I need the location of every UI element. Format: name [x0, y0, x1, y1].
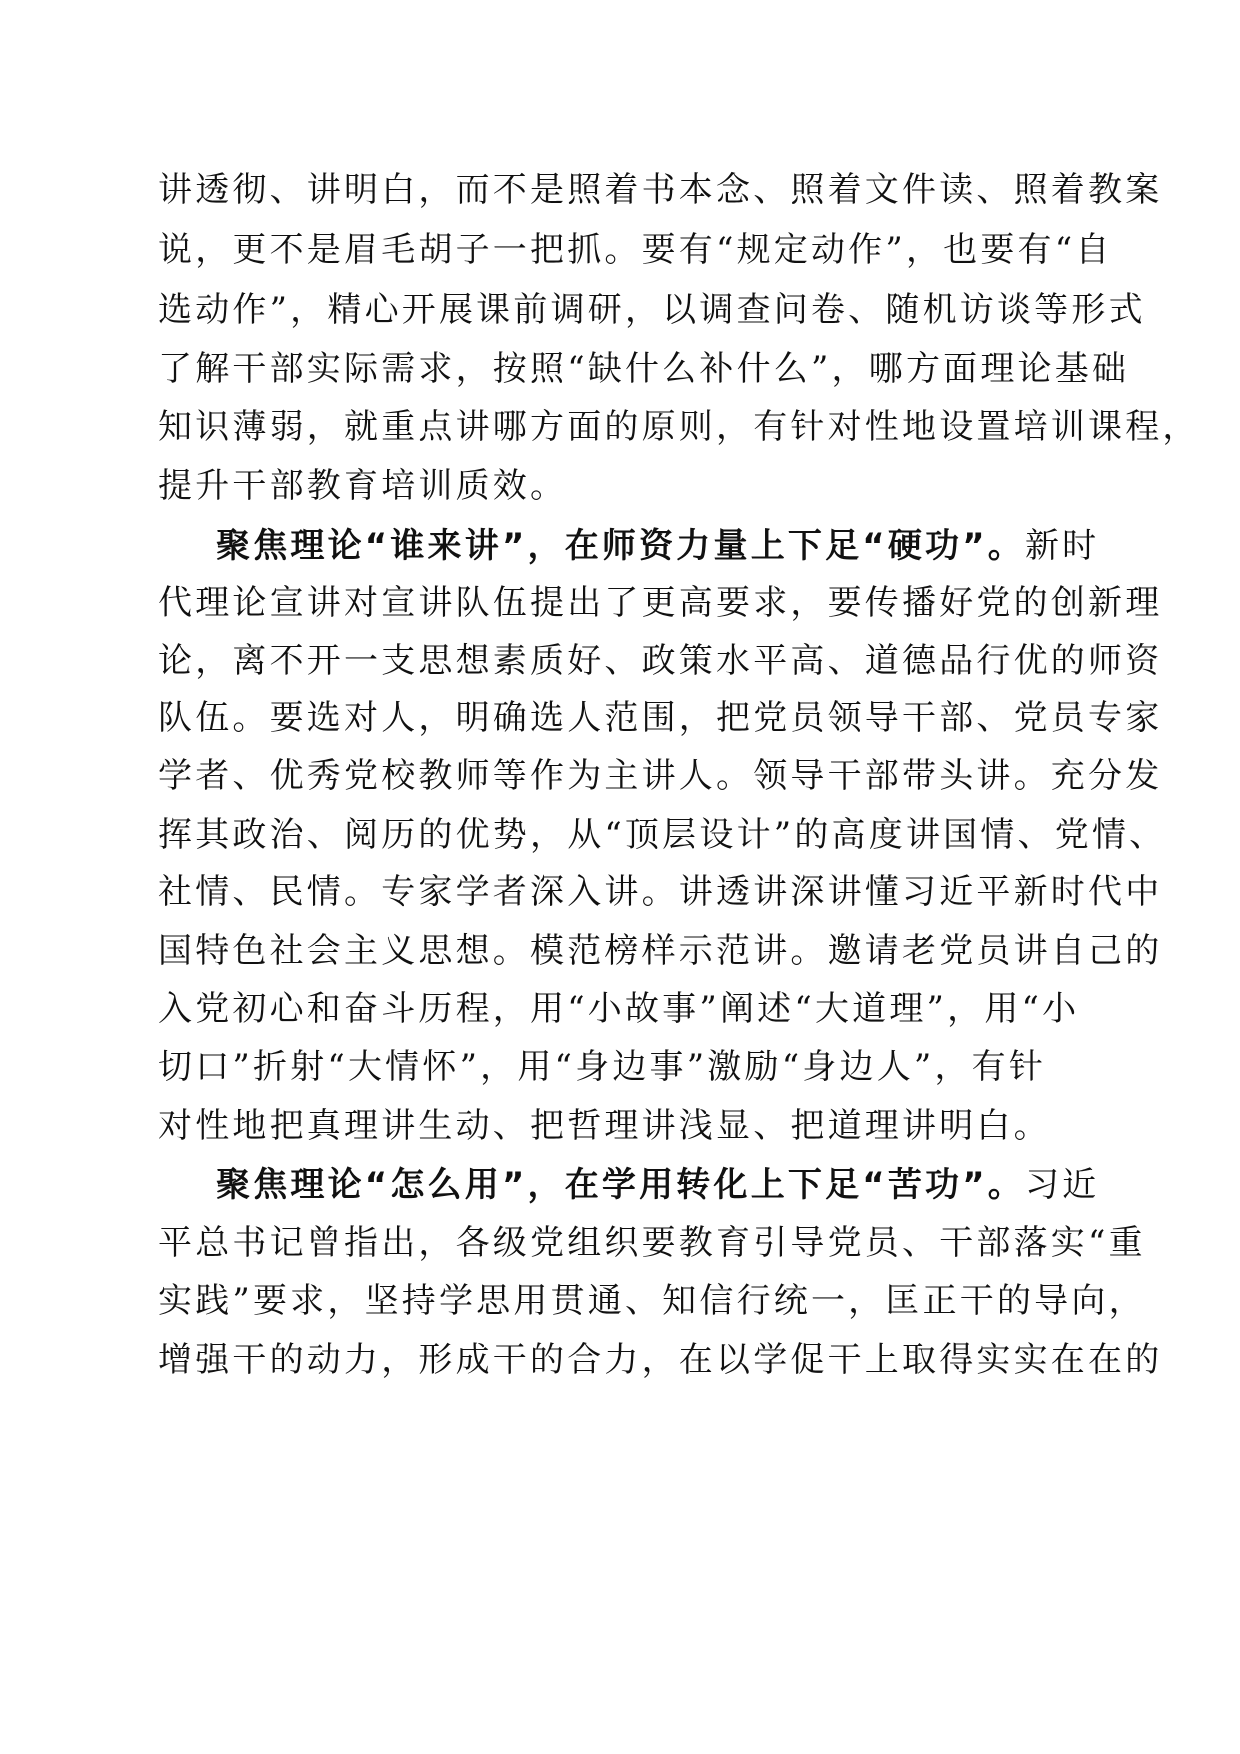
text-run: 新时 [1024, 526, 1100, 566]
text-line: 增强干的动力，形成干的合力，在以学促干上取得实实在在的 [158, 1340, 1163, 1380]
text-line: 学者、优秀党校教师等作为主讲人。领导干部带头讲。充分发 [158, 756, 1163, 796]
text-line: 挥其政治、阅历的优势，从“顶层设计”的高度讲国情、党情、 [158, 815, 1167, 855]
paragraph-lead-line [158, 516, 1098, 576]
section-heading: 聚焦理论“谁来讲”，在师资力量上下足“硬功”。 [216, 526, 1025, 566]
section-heading: 聚焦理论“怎么用”，在学用转化上下足“苦功”。 [216, 1165, 1025, 1205]
text-run: 习近 [1024, 1165, 1100, 1205]
text-line: 实践”要求，坚持学思用贯通、知信行统一，匡正干的导向， [158, 1281, 1146, 1321]
text-line: 知识薄弱，就重点讲哪方面的原则，有针对性地设置培训课程， [158, 407, 1200, 447]
text-line: 代理论宣讲对宣讲队伍提出了更高要求，要传播好党的创新理 [158, 583, 1163, 623]
text-line: 论，离不开一支思想素质好、政策水平高、道德品行优的师资 [158, 641, 1163, 681]
text-line: 国特色社会主义思想。模范榜样示范讲。邀请老党员讲自己的 [158, 931, 1163, 971]
paragraph-lead-line [158, 1155, 1098, 1215]
text-line: 入党初心和奋斗历程，用“小故事”阐述“大道理”，用“小 [158, 989, 1080, 1029]
text-line: 切口”折射“大情怀”，用“身边事”激励“身边人”，有针 [158, 1047, 1047, 1087]
text-line: 对性地把真理讲生动、把哲理讲浅显、把道理讲明白。 [158, 1106, 1051, 1146]
text-line: 了解干部实际需求，按照“缺什么补什么”，哪方面理论基础 [158, 349, 1130, 389]
text-line: 平总书记曾指出，各级党组织要教育引导党员、干部落实“重 [158, 1223, 1146, 1263]
text-line: 队伍。要选对人，明确选人范围，把党员领导干部、党员专家 [158, 698, 1163, 738]
text-line: 社情、民情。专家学者深入讲。讲透讲深讲懂习近平新时代中 [158, 872, 1163, 912]
text-line: 提升干部教育培训质效。 [158, 466, 568, 506]
text-line: 讲透彻、讲明白，而不是照着书本念、照着文件读、照着教案 [158, 170, 1163, 210]
text-line: 选动作”，精心开展课前调研，以调查问卷、随机访谈等形式 [158, 290, 1146, 330]
text-line: 说，更不是眉毛胡子一把抓。要有“规定动作”，也要有“自 [158, 230, 1113, 270]
